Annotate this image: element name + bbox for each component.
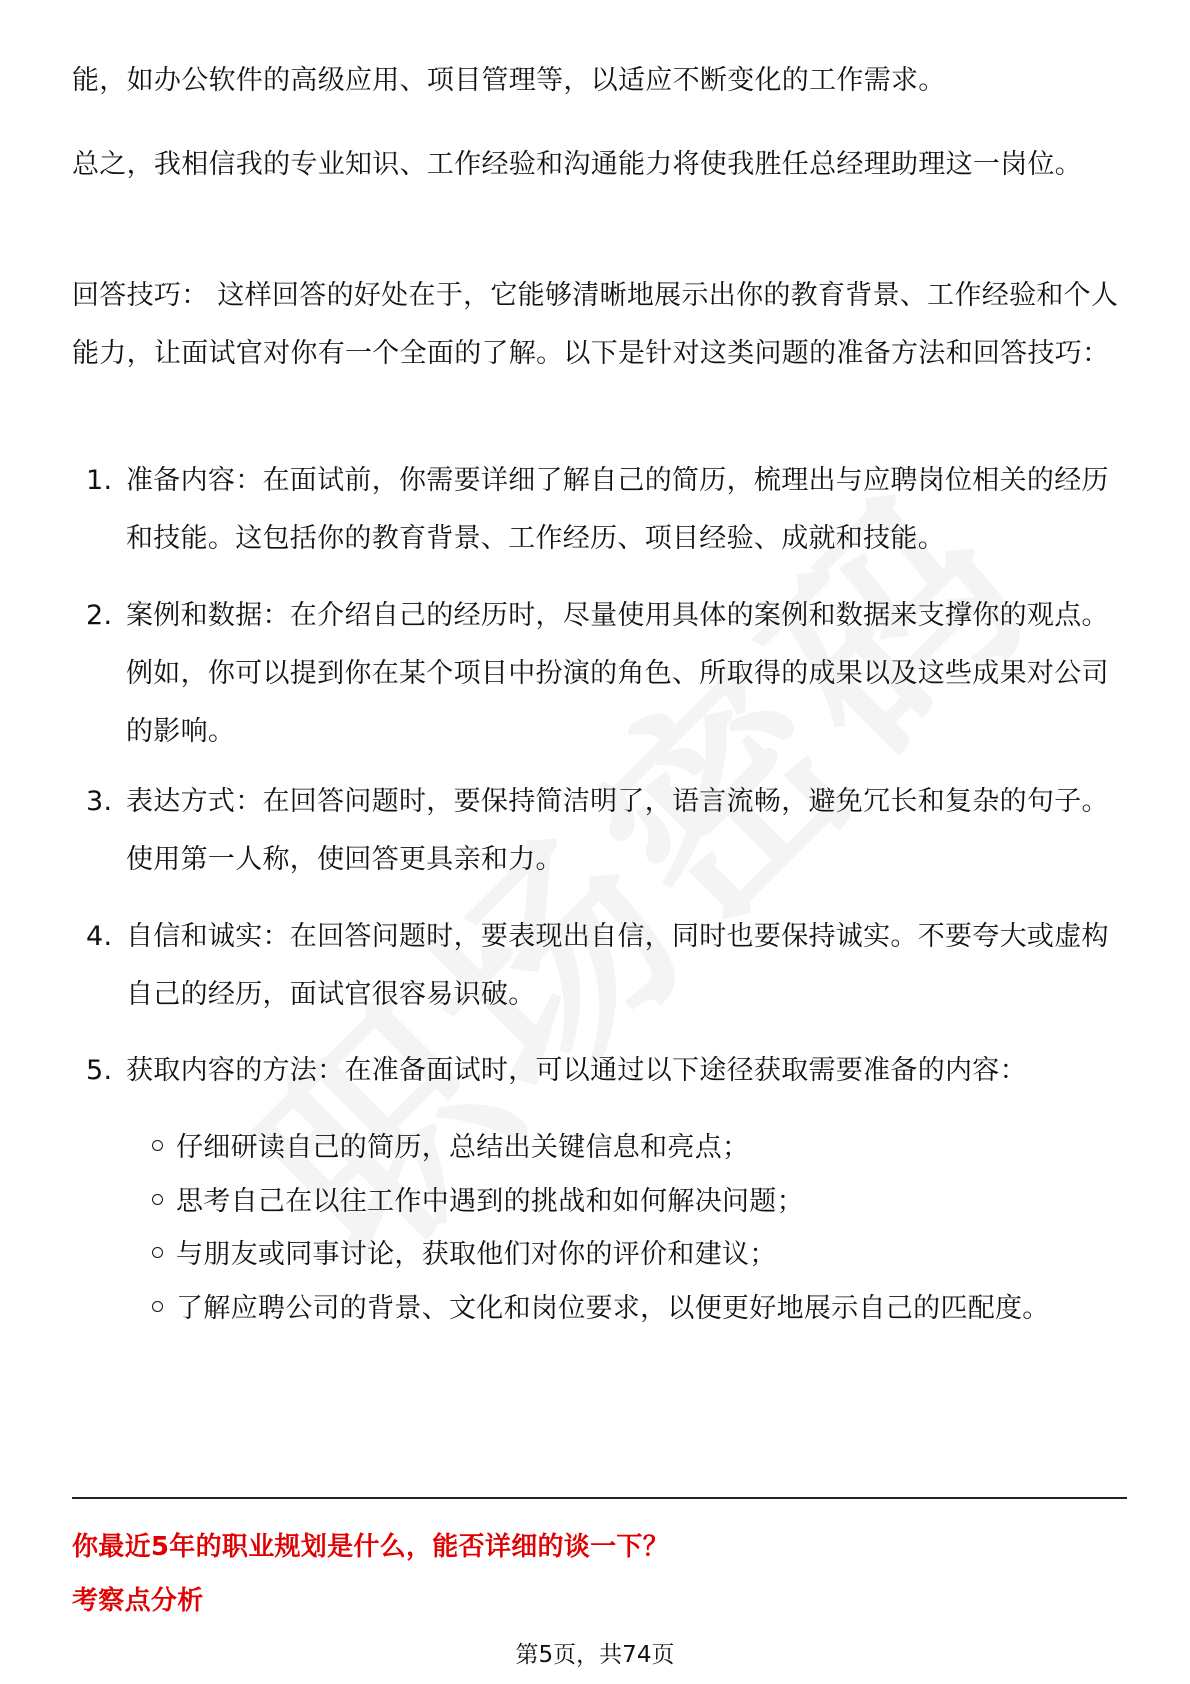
question-heading: 你最近5年的职业规划是什么，能否详细的谈一下？ xyxy=(72,1532,669,1562)
bullet-item-3 xyxy=(152,1233,1112,1277)
paragraph-answer-tips: 回答技巧： 这样回答的好处在于，它能够清晰地展示出你的教育背景、工作经验和个人能力，让面试官对你有一个全面的了解。以下是针对这类问题的准备方法和回答技巧： xyxy=(72,280,1119,369)
paragraph-summary: 总之，我相信我的专业知识、工作经验和沟通能力将使我胜任总经理助理这一岗位。 xyxy=(72,149,1083,180)
list-text: 准备内容：在面试前，你需要详细了解自己的简历，梳理出与应聘岗位相关的经历和技能。这包括你的教育背景、工作经历、项目经验、成就和技能。 xyxy=(126,465,1109,554)
bullet-text: 仔细研读自己的简历，总结出关键信息和亮点； xyxy=(176,1132,750,1163)
list-number: 5. xyxy=(86,1055,113,1086)
list-text: 案例和数据：在介绍自己的经历时，尽量使用具体的案例和数据来支撑你的观点。例如，你可以提到你在某个项目中扮演的角色、所取得的成果以及这些成果对公司的影响。 xyxy=(126,600,1109,747)
bullet-item-1 xyxy=(152,1126,1112,1170)
list-text: 获取内容的方法：在准备面试时，可以通过以下途径获取需要准备的内容： xyxy=(126,1055,1027,1086)
list-text: 表达方式：在回答问题时，要保持简洁明了，语言流畅，避免冗长和复杂的句子。使用第一人称，使回答更具亲和力。 xyxy=(126,786,1109,875)
list-number: 1. xyxy=(86,465,113,496)
list-item-4 xyxy=(86,908,1126,1024)
bullet-text: 思考自己在以往工作中遇到的挑战和如何解决问题； xyxy=(176,1186,804,1217)
section-divider xyxy=(72,1497,1127,1499)
bullet-circle-icon xyxy=(152,1194,163,1205)
list-item-5 xyxy=(86,1042,1126,1100)
bullet-item-4 xyxy=(152,1287,1112,1331)
section-label: 考察点分析 xyxy=(72,1586,204,1616)
bullet-text: 与朋友或同事讨论，获取他们对你的评价和建议； xyxy=(176,1239,777,1270)
list-item-1 xyxy=(86,452,1126,568)
paragraph-continuation: 能，如办公软件的高级应用、项目管理等，以适应不断变化的工作需求。 xyxy=(72,65,946,96)
bullet-circle-icon xyxy=(152,1247,163,1258)
bullet-text: 了解应聘公司的背景、文化和岗位要求，以便更好地展示自己的匹配度。 xyxy=(176,1293,1050,1324)
list-number: 4. xyxy=(86,921,113,952)
bullet-circle-icon xyxy=(152,1301,163,1312)
bullet-circle-icon xyxy=(152,1140,163,1151)
page-footer: 第5页，共74页 xyxy=(515,1642,675,1668)
list-item-2 xyxy=(86,587,1126,761)
list-number: 2. xyxy=(86,600,113,631)
list-item-3 xyxy=(86,773,1126,889)
bullet-item-2 xyxy=(152,1180,1112,1224)
list-number: 3. xyxy=(86,786,113,817)
list-text: 自信和诚实：在回答问题时，要表现出自信，同时也要保持诚实。不要夸大或虚构自己的经历，面试官很容易识破。 xyxy=(126,921,1109,1010)
